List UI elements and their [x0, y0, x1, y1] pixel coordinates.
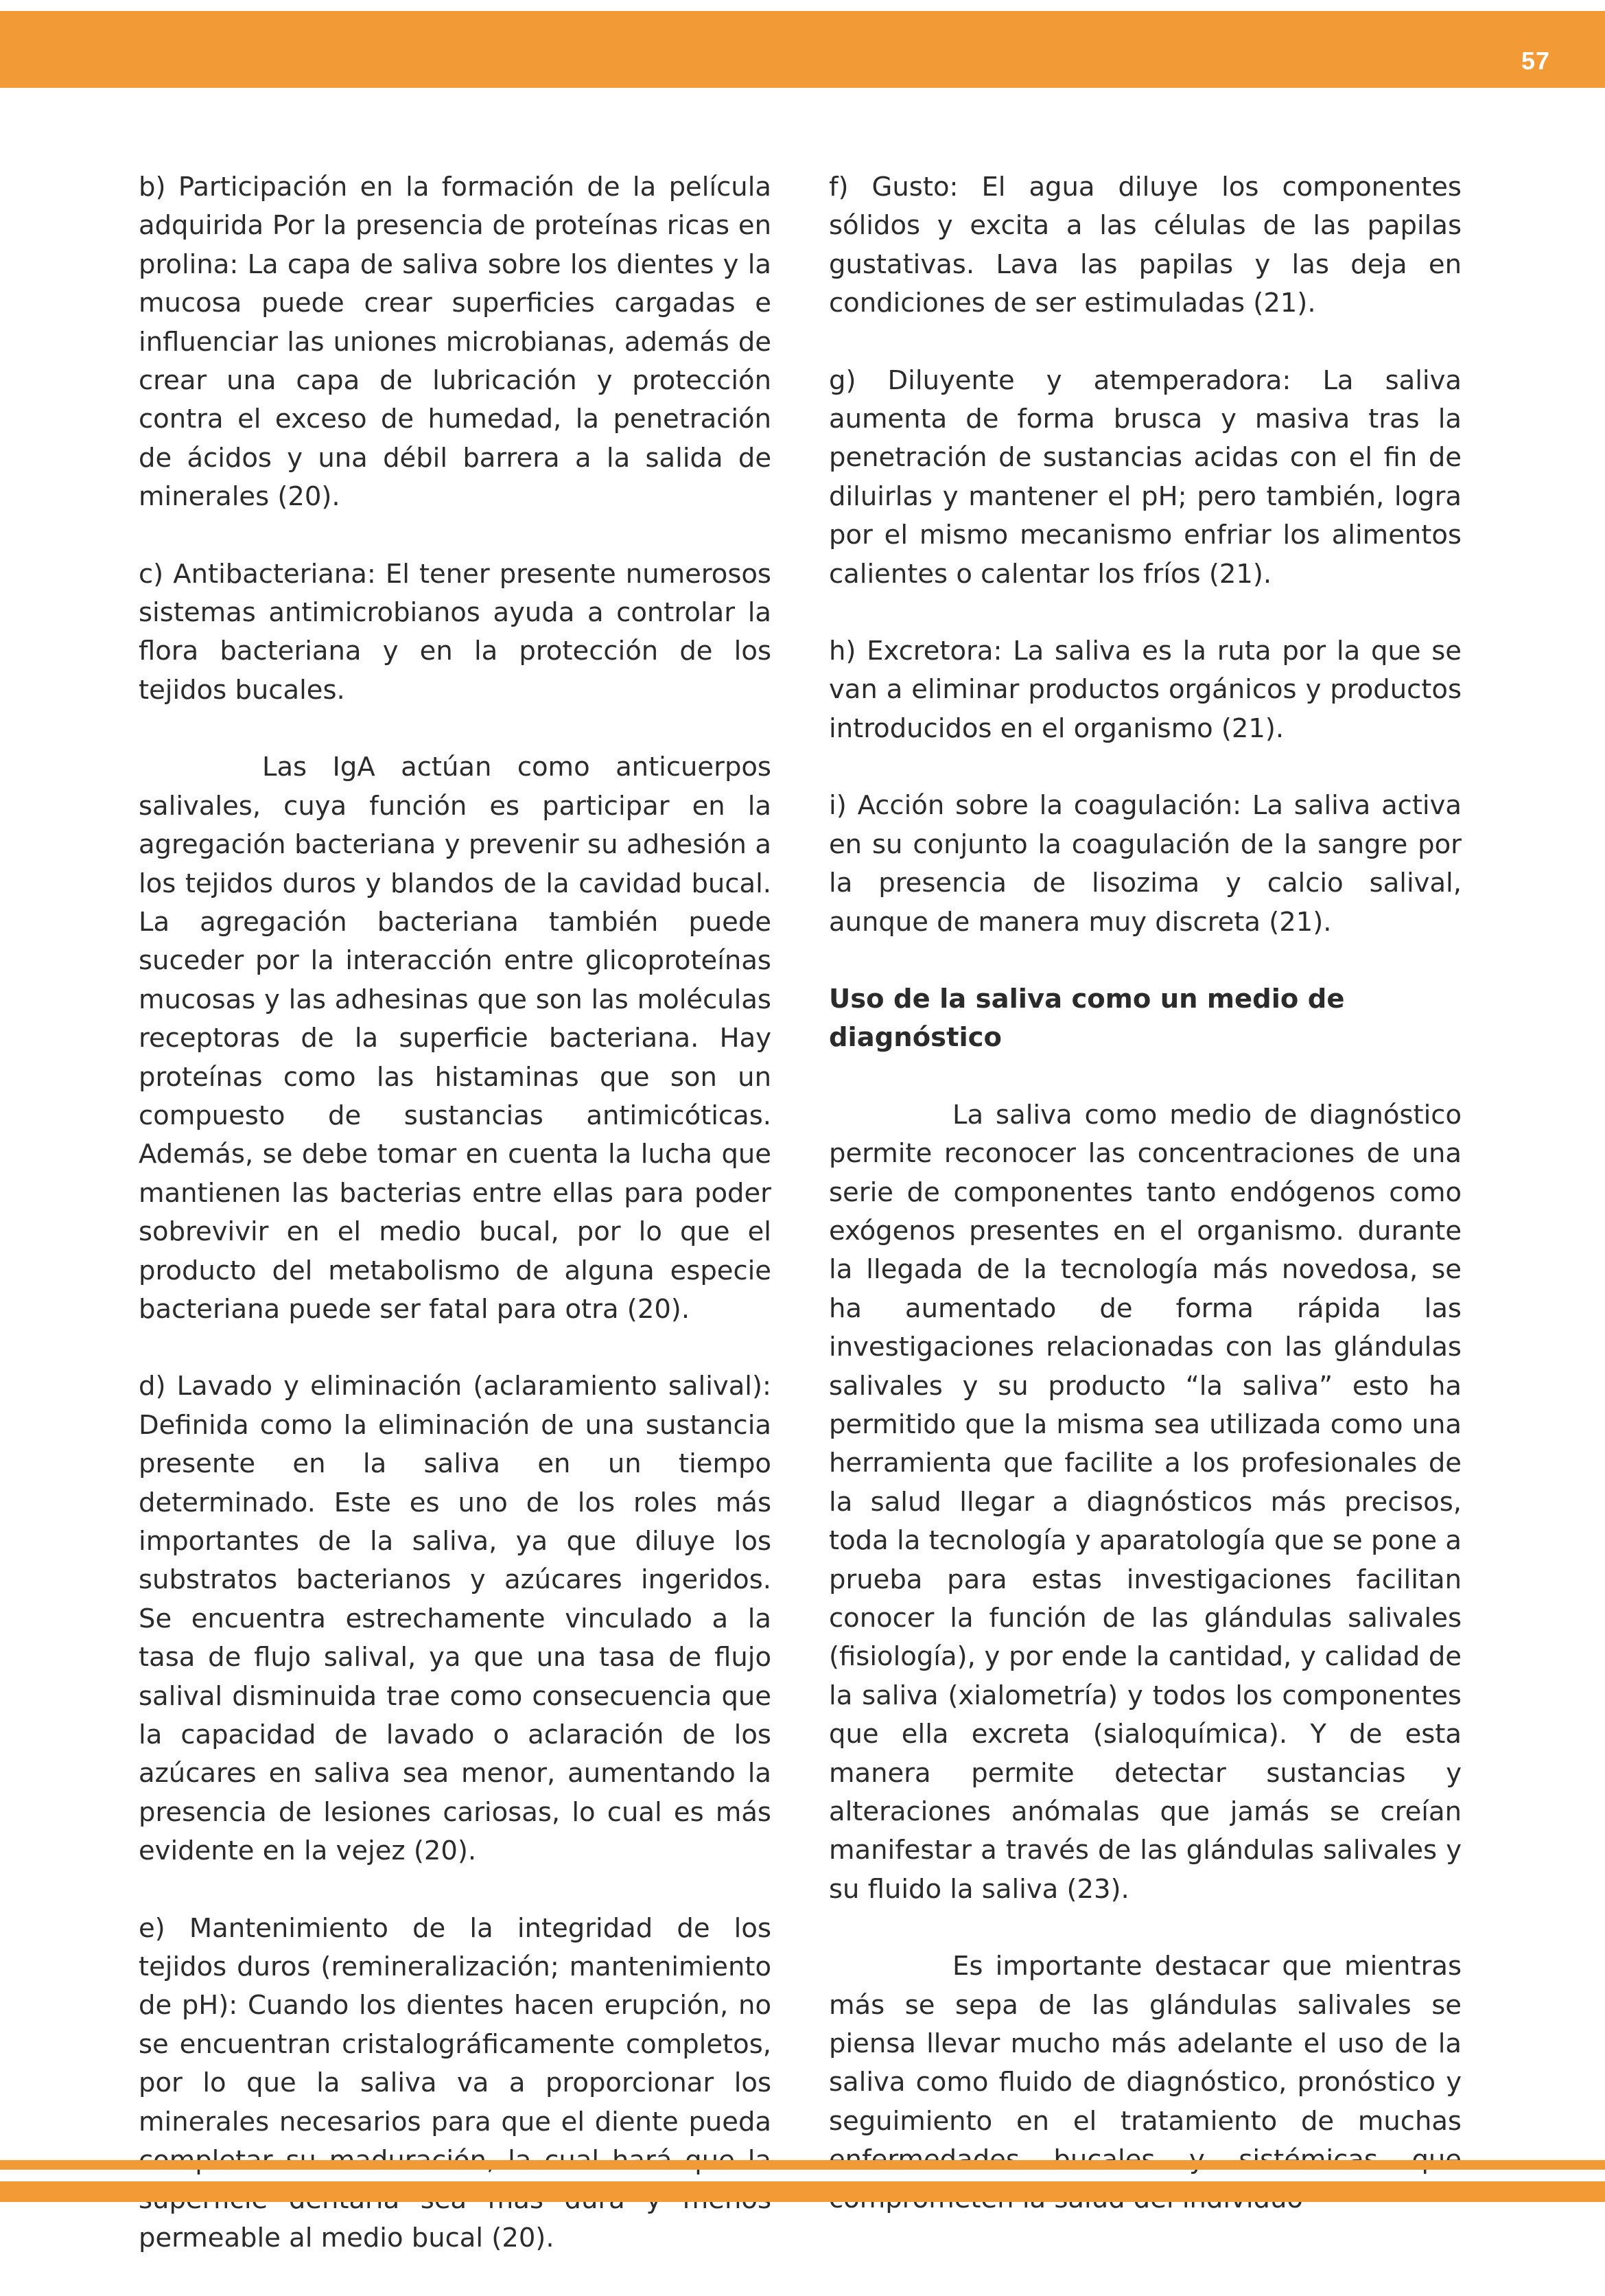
- paragraph-f-gusto: f) Gusto: El agua diluye los componentes sólidos y excita a las células de las papilas gustativas. Lava las papilas y las deja en condiciones de ser estimuladas (21).: [829, 172, 1462, 319]
- left-column: [139, 168, 771, 2296]
- footer-band-thin: [0, 2160, 1605, 2170]
- footer-band-thick: [0, 2181, 1605, 2202]
- page-number: 57: [1521, 47, 1550, 75]
- paragraph-e-mantenimiento: e) Mantenimiento de la integridad de los tejidos duros (remineralización; mantenimiento de pH): Cuando los dientes hacen erupción, no se encuentran cristalográficamente completos, por lo que la saliva va a proporcionar los minerales necesarios para que el diente pueda permeable al medio bucal (20).: [139, 1912, 771, 2253]
- paragraph-diagnostico-1: La saliva como medio de diagnóstico permite reconocer las concentraciones de una serie de componentes tanto endógenos como exógenos presentes en el organismo. durante la llegada de la tecnología más novedosa, se ha aumentado de forma rápida las investigaciones relacionadas con las glándulas salivales y su producto “la saliva” esto ha permitido que la misma sea utilizada como una herramienta que facilite a los profesionales de la salud llegar a diagnósticos más precisos, toda la tecnología y aparatología que se pone a prueba para estas investigaciones facilitan conocer la función de las glándulas salivales (fisiología), y por ende la cantidad, y calidad de la saliva (xialometría) y todos los componentes que ella excreta (sialoquímica). Y de esta manera permite detectar sustancias y alteraciones anómalas que jamás se creían manifestar a través de las glándulas salivales y su fluido la saliva (23).: [829, 1099, 1462, 1905]
- paragraph-c-antibacteriana: c) Antibacteriana: El tener presente numerosos sistemas antimicrobianos ayuda a controlar la flora bacteriana y en la protección de los tejidos bucales.: [139, 558, 771, 706]
- paragraph-iga: Las IgA actúan como anticuerpos salivales, cuya función es participar en la agregación bacteriana y prevenir su adhesión a los tejidos duros y blandos de la cavidad bucal. La agregación bacteriana también puede suceder por la interacción entre glicoproteínas mucosas y las adhesinas que son las moléculas receptoras de la superficie bacteriana. Hay proteínas como las histaminas que son un compuesto de sustancias antimicóticas. Además, se debe tomar en cuenta la lucha que mantienen las bacterias entre ellas para poder sobrevivir en el medio bucal, por lo que el producto del metabolismo de alguna especie bacteriana puede ser fatal para otra (20).: [139, 752, 771, 1325]
- paragraph-diagnostico-2: Es importante destacar que mientras más se sepa de las glándulas salivales se piensa llevar mucho más adelante el uso de la saliva como fluido de diagnóstico, pronóstico y seguimiento en el tratamiento de muchas: [829, 1951, 1462, 2137]
- section-heading: Uso de la saliva como un medio de diagnóstico: [829, 983, 1345, 1054]
- header-band: [0, 11, 1605, 88]
- paragraph-h-excretora: h) Excretora: La saliva es la ruta por la que se van a eliminar productos orgánicos y productos introducidos en el organismo (21).: [829, 636, 1462, 744]
- paragraph-d-lavado: d) Lavado y eliminación (aclaramiento salival): Definida como la eliminación de una sustancia presente en la saliva en un tiempo determinado. Este es uno de los roles más importantes de la saliva, ya que diluye los substratos bacterianos y azúcares ingeridos. Se encuentra estrechamente vinculado a la tasa de flujo salival, ya que una tasa de flujo salival disminuida trae como consecuencia que la capacidad de lavado o aclaración de los azúcares en saliva sea menor, aumentando la presencia de lesiones cariosas, lo cual es más evidente en la vejez (20).: [139, 1371, 771, 1867]
- paragraph-g-diluyente: g) Diluyente y atemperadora: La saliva aumenta de forma brusca y masiva tras la penetración de sustancias acidas con el fin de diluirlas y mantener el pH; pero también, logra por el mismo mecanismo enfriar los alimentos calientes o calentar los fríos (21).: [829, 364, 1462, 590]
- paragraph-i-coagulacion: i) Acción sobre la coagulación: La saliva activa en su conjunto la coagulación de la sangre por la presencia de lisozima y calcio salival, aunque de manera muy discreta (21).: [829, 790, 1462, 938]
- paragraph-b-pelicula-adquirida: b) Participación en la formación de la película adquirida Por la presencia de proteínas ricas en prolina: La capa de saliva sobre los dientes y la mucosa puede crear superficies cargadas e influenciar las uniones microbianas, además de crear una capa de lubricación y protección contra el exceso de humedad, la penetración de ácidos y una débil barrera a la salida de minerales (20).: [139, 172, 771, 513]
- right-column: [829, 168, 1462, 2257]
